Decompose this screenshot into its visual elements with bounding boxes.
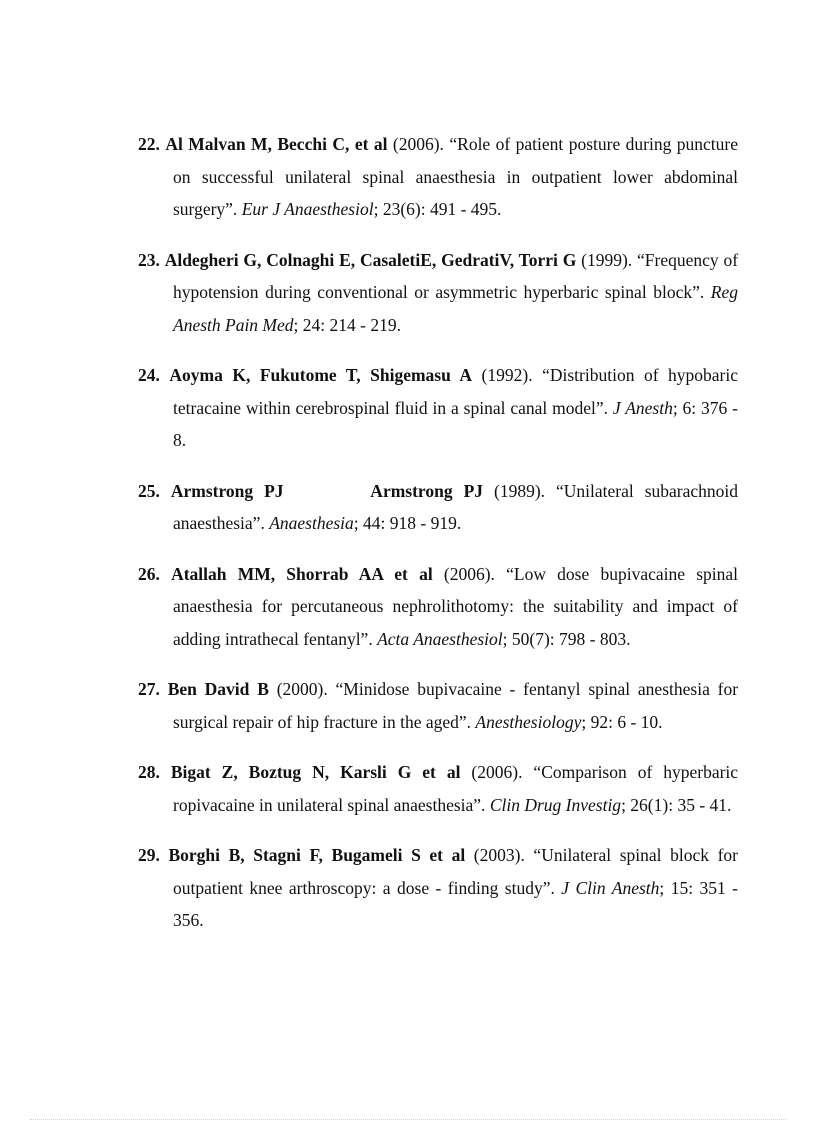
reference-item bbox=[138, 359, 738, 457]
reference-details: ; 50(7): 798 - 803. bbox=[502, 628, 631, 649]
reference-year: (2000). bbox=[276, 679, 328, 699]
reference-number: 25. bbox=[138, 480, 160, 501]
reference-journal: J Anesth bbox=[612, 397, 673, 418]
page-bottom-divider bbox=[30, 1119, 786, 1120]
reference-number: 22. bbox=[138, 134, 160, 154]
reference-year: (1999). bbox=[581, 249, 633, 270]
reference-number: 24. bbox=[138, 365, 160, 385]
reference-details: ; 26(1): 35 - 41. bbox=[621, 794, 732, 815]
reference-title: “Frequency of hypotension during conventional or asymmetric hyperbaric spinal block”. bbox=[173, 249, 739, 302]
reference-authors: Aldegheri G, Colnaghi E, CasaletiE, GedratiV, Torri G bbox=[164, 249, 577, 270]
reference-title: “Role of patient posture during puncture on successful unilateral spinal anaesthesia in outpatient lower abdominal surgery”. bbox=[173, 134, 739, 219]
reference-number: 29. bbox=[138, 845, 160, 865]
reference-authors: Aoyma K, Fukutome T, Shigemasu A bbox=[169, 365, 473, 385]
reference-year: (2006). bbox=[443, 563, 495, 584]
reference-title: “Low dose bupivacaine spinal anaesthesia for percutaneous nephrolithotomy: the suitability and impact of adding intrathecal fentanyl”. bbox=[173, 563, 739, 649]
reference-details: ; 6: 376 - 8. bbox=[173, 397, 738, 450]
reference-title: “Minidose bupivacaine - fentanyl spinal anesthesia for surgical repair of hip fracture in the aged”. bbox=[173, 679, 739, 732]
reference-journal: Reg Anesth Pain Med bbox=[173, 282, 738, 335]
reference-authors: Armstrong PJ Armstrong PJ bbox=[170, 480, 484, 501]
reference-list bbox=[138, 128, 738, 955]
reference-journal: Anaesthesia bbox=[269, 513, 354, 533]
reference-item bbox=[138, 558, 738, 656]
reference-number: 23. bbox=[138, 249, 160, 270]
reference-details: ; 23(6): 491 - 495. bbox=[373, 199, 502, 219]
reference-year: (2006). bbox=[471, 762, 523, 782]
reference-details: ; 24: 214 - 219. bbox=[293, 314, 401, 335]
reference-details: ; 92: 6 - 10. bbox=[581, 711, 663, 732]
reference-item bbox=[138, 839, 738, 937]
reference-year: (2003). bbox=[473, 845, 525, 865]
reference-number: 26. bbox=[138, 563, 160, 584]
reference-year: (2006). bbox=[392, 134, 444, 154]
reference-item bbox=[138, 673, 738, 738]
reference-title: “Unilateral subarachnoid anaesthesia”. bbox=[173, 480, 739, 533]
reference-authors: Bigat Z, Boztug N, Karsli G et al bbox=[170, 762, 461, 782]
reference-title: “Unilateral spinal block for outpatient knee arthroscopy: a dose - finding study”. bbox=[173, 845, 739, 898]
reference-authors: Borghi B, Stagni F, Bugameli S et al bbox=[168, 845, 466, 865]
reference-journal: Clin Drug Investig bbox=[489, 794, 622, 815]
reference-authors: Ben David B bbox=[167, 679, 269, 699]
reference-item bbox=[138, 475, 738, 540]
reference-authors: Atallah MM, Shorrab AA et al bbox=[171, 563, 433, 584]
reference-journal: Acta Anaesthesiol bbox=[377, 628, 503, 649]
reference-details: ; 15: 351 - 356. bbox=[173, 877, 739, 930]
reference-number: 28. bbox=[138, 762, 160, 782]
reference-item bbox=[138, 128, 738, 226]
reference-details: ; 44: 918 - 919. bbox=[353, 513, 462, 533]
reference-authors: Al Malvan M, Becchi C, et al bbox=[165, 134, 388, 154]
reference-year: (1989). bbox=[494, 480, 546, 501]
reference-journal: J Clin Anesth bbox=[561, 877, 660, 898]
reference-year: (1992). bbox=[481, 365, 533, 385]
reference-item bbox=[138, 756, 738, 821]
reference-title: “Comparison of hyperbaric ropivacaine in unilateral spinal anaesthesia”. bbox=[173, 762, 739, 815]
reference-item bbox=[138, 244, 738, 342]
reference-number: 27. bbox=[138, 679, 160, 699]
reference-journal: Anesthesiology bbox=[475, 711, 582, 732]
reference-journal: Eur J Anaesthesiol bbox=[241, 199, 374, 219]
reference-title: “Distribution of hypobaric tetracaine within cerebrospinal fluid in a spinal canal model”. bbox=[173, 365, 739, 418]
